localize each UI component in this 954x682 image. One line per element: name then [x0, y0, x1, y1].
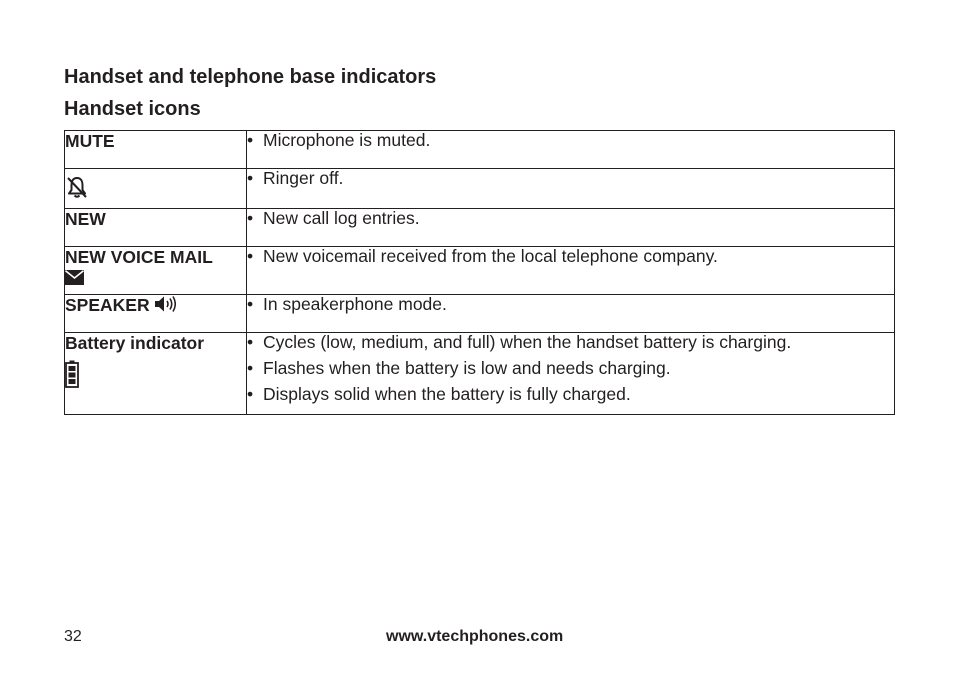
description-item: • In speakerphone mode.	[247, 291, 894, 317]
speaker-icon	[154, 295, 176, 318]
description-item: • Ringer off.	[247, 165, 894, 191]
subsection-title: Handset icons	[64, 98, 201, 120]
description-cell	[247, 295, 895, 333]
icon-name: NEW	[65, 209, 106, 229]
table-row	[65, 209, 895, 247]
table-row	[65, 295, 895, 333]
handset-icons-table	[64, 130, 895, 415]
description-item: • Displays solid when the battery is fully charged.	[247, 381, 894, 407]
description-item: • New call log entries.	[247, 205, 894, 231]
icon-name-cell	[65, 295, 247, 333]
battery-icon	[65, 360, 79, 393]
description-item: • Microphone is muted.	[247, 127, 894, 153]
icon-name-cell	[65, 209, 247, 247]
icon-name-cell	[65, 169, 247, 209]
icon-name: MUTE	[65, 131, 115, 151]
ringer-off-icon	[65, 175, 89, 204]
envelope-icon	[65, 269, 84, 290]
table-row	[65, 131, 895, 169]
section-title: Handset and telephone base indicators	[64, 66, 437, 88]
icon-name-cell	[65, 247, 247, 295]
description-cell	[247, 209, 895, 247]
website-url: www.vtechphones.com	[386, 628, 564, 645]
icon-name-cell	[65, 333, 247, 415]
table-row	[65, 247, 895, 295]
description-cell	[247, 131, 895, 169]
description-cell	[247, 247, 895, 295]
description-item: • Cycles (low, medium, and full) when the handset battery is charging.	[247, 329, 894, 355]
table-row	[65, 169, 895, 209]
icon-name-cell	[65, 131, 247, 169]
description-item: • Flashes when the battery is low and needs charging.	[247, 355, 894, 381]
icon-name: SPEAKER	[65, 295, 150, 316]
table-row	[65, 333, 895, 415]
icon-name: NEW VOICE MAIL	[65, 247, 213, 267]
description-cell	[247, 169, 895, 209]
page-number: 32	[64, 628, 82, 645]
icon-name: Battery indicator	[65, 333, 205, 353]
description-cell	[247, 333, 895, 415]
description-item: • New voicemail received from the local telephone company.	[247, 243, 894, 269]
